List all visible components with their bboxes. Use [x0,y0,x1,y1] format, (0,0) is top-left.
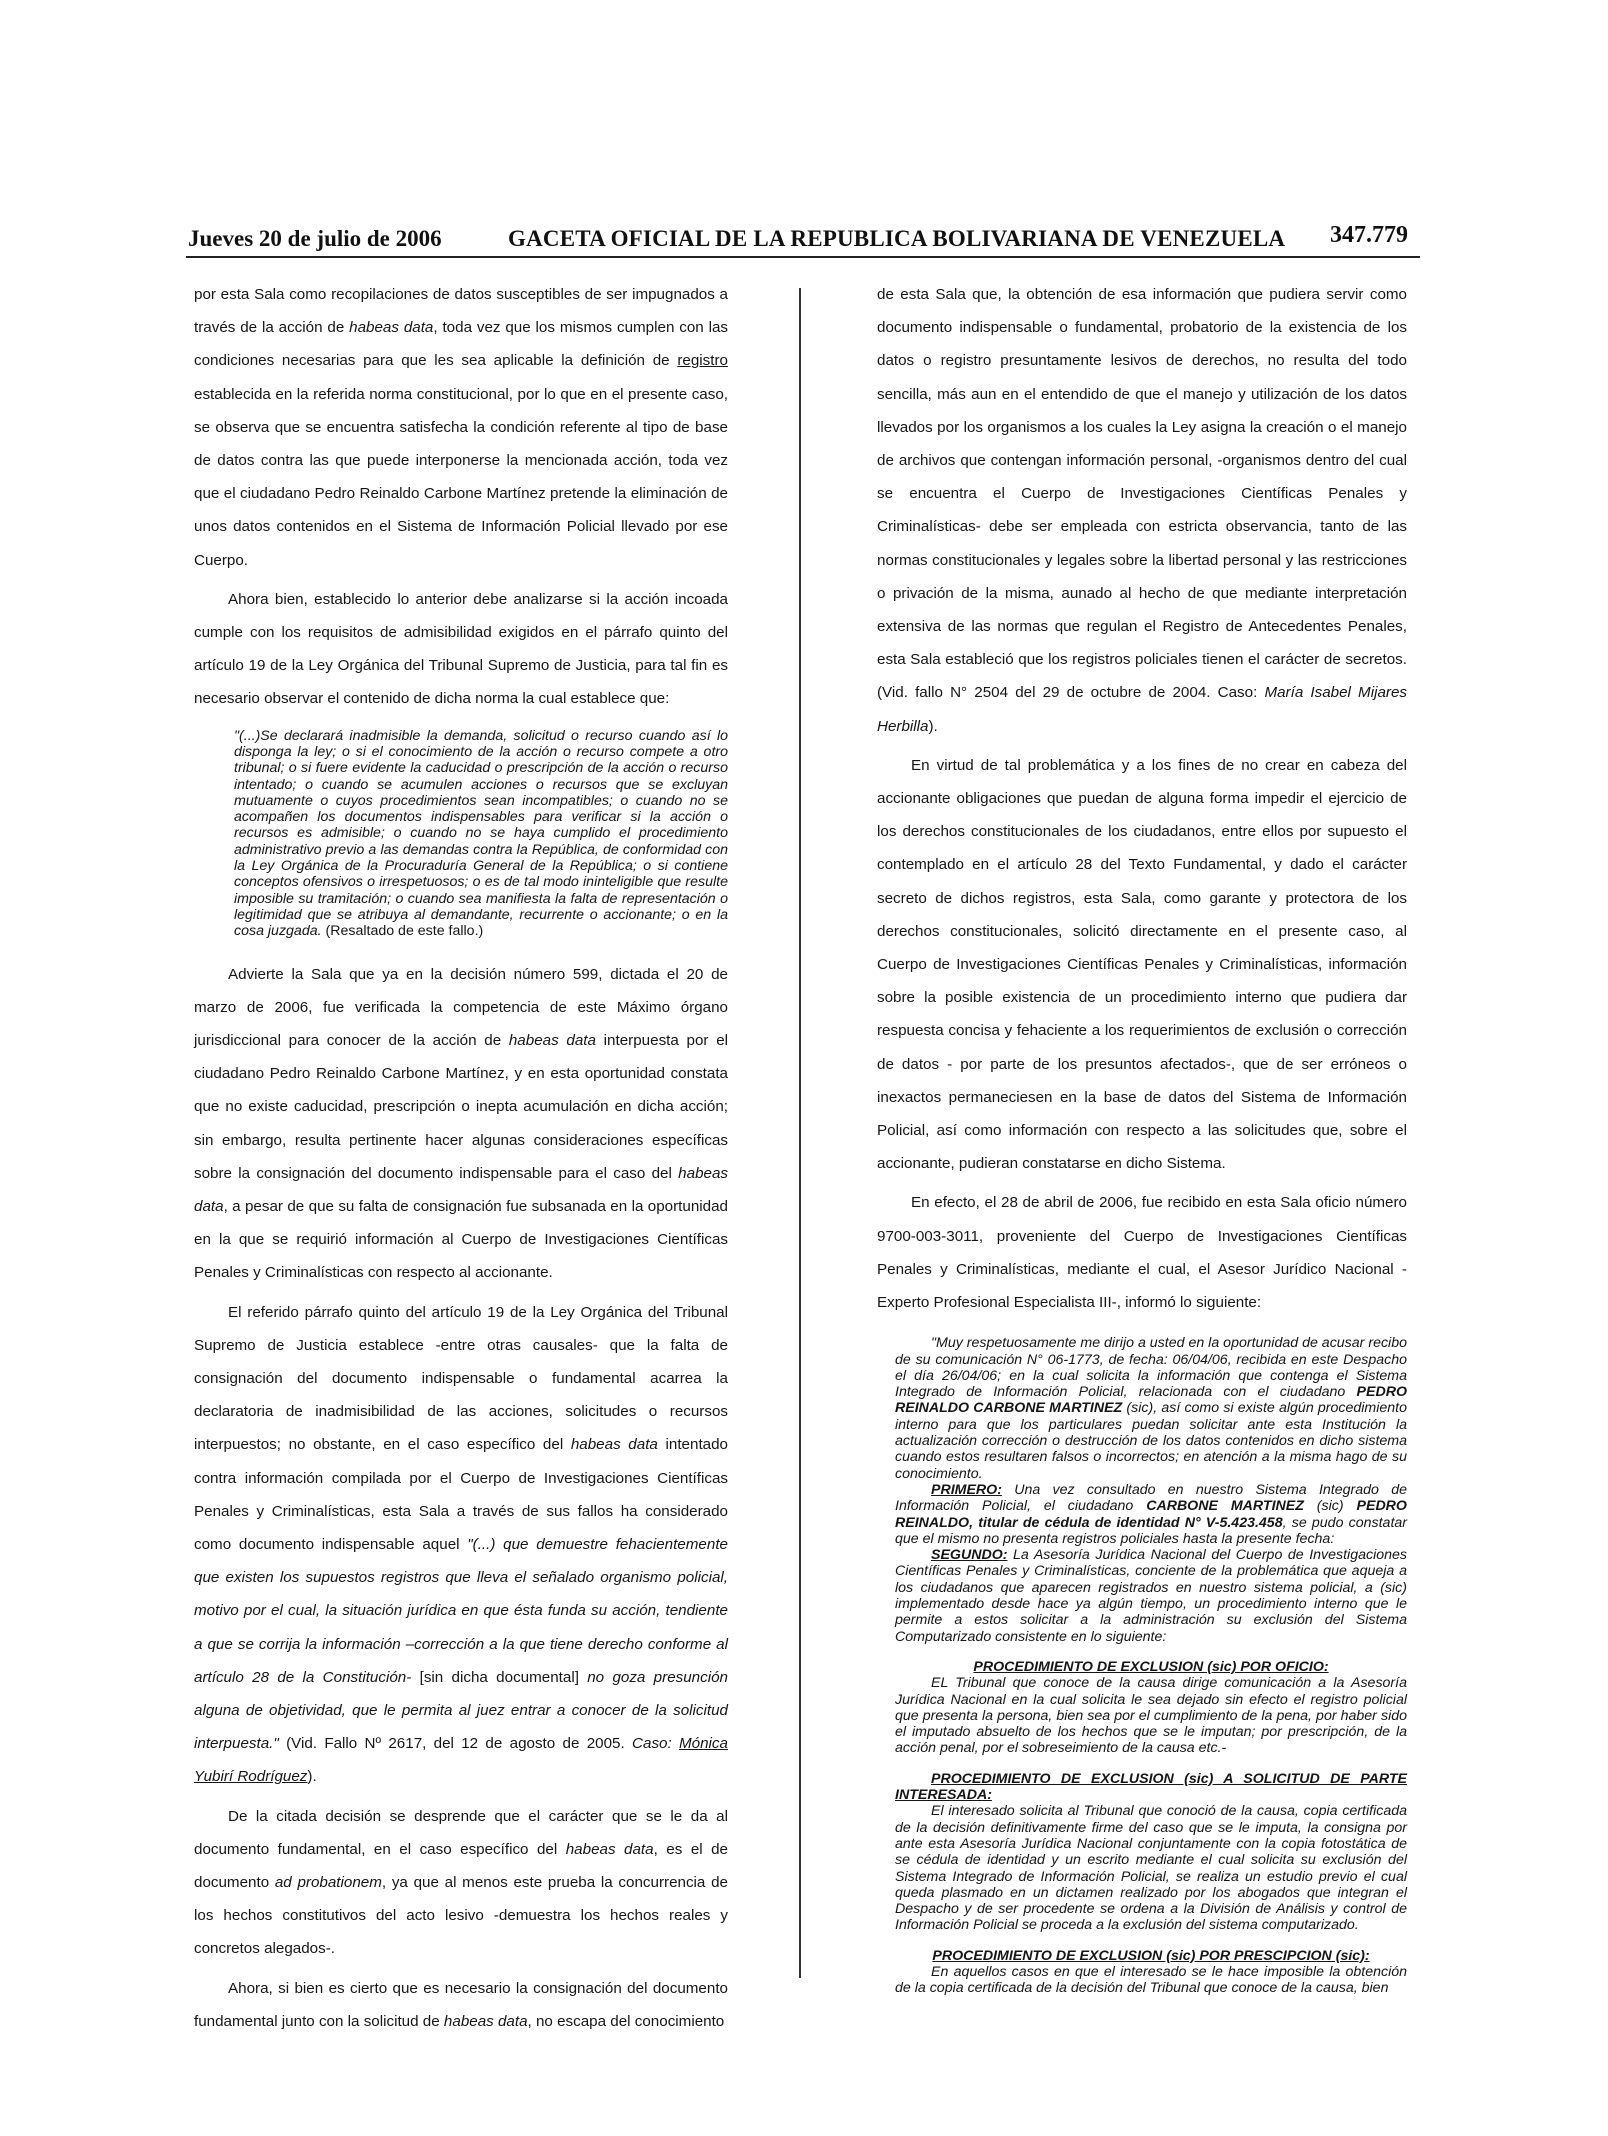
text-run: María Isabel Mijares Herbilla [877,684,1408,735]
text-run: ). [307,1768,317,1786]
procedure-text: En aquellos casos en que el interesado se le hace imposible la obtención de la copia certificada de la decisión del Tribunal que conoce de la causa, bien [895,1963,1407,1997]
text-run: establecida en la referida norma constitucional, por lo que en el presente caso, se observa que se encuentra satisfecha la condición referente al tipo de base de datos contra las que puede interponerse la mencionada acción, toda vez que el ciudadano Pedro Reinaldo Carbone Martínez pretende la eliminación de unos datos contenidos en el Sistema de Información Policial llevado por ese Cuerpo. [194,385,728,569]
official-letter-quote [895,1335,1407,1996]
paragraph [194,1296,728,1794]
text-run: (Vid. Fallo Nº 2617, del 12 de agosto de 2005. [278,1735,633,1753]
paragraph [194,958,728,1290]
law-quote [234,728,728,940]
text-run: , no escapa del conocimiento [527,2012,725,2030]
procedure-heading: PROCEDIMIENTO DE EXCLUSION (sic) POR OFICIO: [973,1658,1329,1675]
quote-text: CARBONE MARTINEZ [1146,1498,1304,1515]
text-run: Ahora, si bien es cierto que es necesario la consignación del documento fundamental junto con la solicitud de [194,1979,728,2030]
quote-note: (Resaltado de este fallo.) [321,923,484,940]
header-title: GACETA OFICIAL DE LA REPUBLICA BOLIVARIANA DE VENEZUELA [508,226,1286,251]
text-run: [sin dicha documental] [411,1668,588,1686]
quote-heading: SEGUNDO: [931,1547,1008,1564]
left-column [194,278,728,2038]
text-run: habeas data [194,1164,728,1215]
text-run: El referido párrafo quinto del artículo 19 de la Ley Orgánica del Tribunal Supremo de Justicia establece -entre otras causales- que la falta de consignación del documento indispensable o fundamental acarrea la declaratoria de inadmisibilidad de las acciones, solicitudes o recursos interpuestos; no obstante, en el caso específico del [194,1303,728,1454]
paragraph: En virtud de tal problemática y a los fines de no crear en cabeza del accionante obligaciones que puedan de alguna forma impedir el ejercicio de los derechos constitucionales de los ciudadanos, entre ellos por supuesto el contemplado en el artículo 28 del Texto Fundamental, y dado el carácter secreto de dichos registros, esta Sala, como garante y protectora de los derechos constitucionales, solicitó directamente en el presente caso, al Cuerpo de Investigaciones Científicas Penales y Criminalísticas, información sobre la posible existencia de un procedimiento interno que pudiera dar respuesta concisa y fehaciente a los requerimientos de exclusión o corrección de datos - por parte de los presuntos afectados-, que de ser erróneos o inexactos permaneciesen en la base de datos del Sistema de Información Policial, así como información con respecto a las solicitudes que, sobre el accionante, pudieran constatarse en dicho Sistema. [877,756,1407,1173]
quote-text: PEDRO REINALDO, titular de cédula de identidad N° V-5.423.458 [895,1498,1407,1531]
procedure-heading: PROCEDIMIENTO DE EXCLUSION (sic) POR PRESCIPCION (sic): [932,1947,1370,1964]
paragraph [194,1972,728,2038]
quote-text: "Muy respetuosamente me dirijo a usted en la oportunidad de acusar recibo de su comunicación N° 06-1773, de fecha: 06/04/06, recibida en este Despacho el día 26/04/06; en la cual solicita la información que contenga el Sistema Integrado de Información Policial, relacionada con el ciudadano [895,1335,1407,1401]
header-date: Jueves 20 de julio de 2006 [188,226,442,251]
paragraph: Ahora bien, establecido lo anterior debe analizarse si la acción incoada cumple con los requisitos de admisibilidad exigidos en el párrafo quinto del artículo 19 de la Ley Orgánica del Tribunal Supremo de Justicia, para tal fin es necesario observar el contenido de dicha norma la cual establece que: [194,590,728,708]
text-run: , ya que al menos este prueba la concurrencia de los hechos constitutivos del acto lesivo -demuestra los hechos reales y concretos alegados-. [194,1873,728,1958]
paragraph: En efecto, el 28 de abril de 2006, fue recibido en esta Sala oficio número 9700-003-3011, proveniente del Cuerpo de Investigaciones Científicas Penales y Criminalísticas, mediante el cual, el Asesor Jurídico Nacional -Experto Profesional Especialista III-, informó lo siguiente: [877,1194,1407,1312]
text-run: habeas data [443,2012,528,2030]
text-run: Mónica Yubirí Rodríguez [194,1735,728,1786]
text-run: intentado contra información compilada por el Cuerpo de Investigaciones Científicas Penales y Criminalísticas, esta Sala a través de sus fallos ha considerado como documento indispensable aquel [194,1436,728,1553]
text-run: habeas data [570,1436,658,1454]
paragraph [194,1800,728,1966]
page-number: 347.779 [1330,222,1408,248]
quote-text: "(...)Se declarará inadmisible la demanda, solicitud o recurso cuando así lo disponga la ley; o si el conocimiento de la acción o recurso compete a otro tribunal; o si fuere evidente la caducidad o prescripción de la acción o recurso intentado; o cuando se acumulen acciones o recursos que se excluyan mutuamente o cuyos procedimientos sean incompatibles; o cuando no se acompañen los documentos indispensables para verificar si la acción o recursos es admisible; o cuando no se haya cumplido el procedimiento administrativo previo a las demandas contra la República, de conformidad con la Ley Orgánica de la Procuraduría General de la República; o si contiene conceptos ofensivos o irrespetuosos; o es de tal modo ininteligible que resulte imposible su tramitación; o cuando sea manifiesta la falta de representación o legitimidad que se atribuya al demandante, recurrente o accionante; o en la cosa juzgada. [234,727,728,940]
text-run: no goza presunción alguna de objetividad, que le permita al juez entrar a conocer de la solicitud interpuesta." [194,1668,728,1753]
text-run: registro [677,352,728,370]
quote-heading: PRIMERO: [931,1481,1002,1498]
procedure-text: El interesado solicita al Tribunal que conoció de la causa, copia certificada de la decisión definitivamente firme del caso que se le imputa, la consigna por ante esta Asesoría Jurídica Nacional conjuntamente con la copia fotostática de se cédula de identidad y un escrito mediante el cual solicita su exclusión del Sistema Integrado de Información Policial, se realiza un estudio previo el cual queda plasmado en un dictamen realizado por los abogados que integran el Despacho y de ser procedente se ordena a la División de Análisis y control de Información Policial se proceda a la exclusión del sistema computarizado. [895,1803,1407,1934]
quote-text: (sic), así como si existe algún procedimiento interno para que los particulares puedan solicitar ante esta Institución la actualización corrección o destrucción de los datos contenidos en dicho sistema cuando estos resultaren falsos o incorrectos; en atención a la misma hago de su conocimiento. [895,1400,1408,1482]
procedure-heading: PROCEDIMIENTO DE EXCLUSION (sic) A SOLICITUD DE PARTE INTERESADA: [895,1770,1407,1804]
quote-text: Una vez consultado en nuestro Sistema Integrado de Información Policial, el ciudadano [895,1481,1407,1515]
text-run: , es el de documento [194,1840,729,1891]
text-run: por esta Sala como recopilaciones de datos susceptibles de ser impugnados a través de la acción de [194,286,728,337]
column-divider [799,288,801,1978]
text-run: De la citada decisión se desprende que el carácter que se le da al documento fundamental, en el caso específico del [194,1807,728,1858]
text-run: habeas data [508,1031,596,1049]
text-run: , a pesar de que su falta de consignación fue subsanada en la oportunidad en la que se requirió información al Cuerpo de Investigaciones Científicas Penales y Criminalísticas con respecto al accionante. [194,1197,728,1282]
text-run: , toda vez que los mismos cumplen con las condiciones necesarias para que les sea aplicable la definición de [194,319,729,370]
text-run: ad probationem [274,1873,382,1891]
header-rule [186,256,1420,258]
right-column [877,278,1407,2007]
text-run: "(...) que demuestre fehacientemente que existen los supuestos registros que lleva el señalado organismo policial, motivo por el cual, la situación jurídica en que ésta funda su acción, tendiente a que se corrija la información –corrección a la que tiene derecho conforme al artículo 28 de la Constitución- [194,1535,728,1686]
text-run: habeas data [565,1840,654,1858]
quote-text: (sic) [1303,1498,1357,1515]
text-run: de esta Sala que, la obtención de esa información que pudiera servir como documento indispensable o fundamental, probatorio de la existencia de los datos o registro presuntamente lesivos de derechos, no resulta del todo sencilla, más aun en el entendido de que el manejo y utilización de los datos llevados por los organismos a los cuales la Ley asigna la creación o el manejo de archivos que contengan información personal, -organismos dentro del cual se encuentra el Cuerpo de Investigaciones Científicas Penales y Criminalísticas- debe ser empleada con estricta observancia, tanto de las normas constitucionales y legales sobre la libertad personal y las restricciones o privación de la misma, aunado al hecho de que mediante interpretación extensiva de las normas que regulan el Registro de Antecedentes Penales, esta Sala estableció que los registros policiales tienen el carácter de secretos. (Vid. fallo N° 2504 del 29 de octubre de 2004. Caso: [877,286,1407,702]
text-run: Caso: [632,1735,680,1753]
quote-text: , se pudo constatar que el mismo no presenta registros policiales hasta la presente fecha: [895,1514,1408,1547]
text-run: habeas data [349,319,434,337]
text-run: ). [928,717,938,735]
quote-text: La Asesoría Jurídica Nacional del Cuerpo de Investigaciones Científicas Penales y Criminalísticas, conciente de la problemática que aqueja a los ciudadanos que aparecen registrados en nuestro sistema policial, a (sic) implementado desde hace ya algún tiempo, un procedimiento interno que le permite a estos solicitar a la administración su exclusión del Sistema Computarizado consistente en lo siguiente: [895,1547,1407,1645]
paragraph [877,278,1407,743]
text-run: interpuesta por el ciudadano Pedro Reinaldo Carbone Martínez, y en esta oportunidad constata que no existe caducidad, prescripción o inepta acumulación en dicha acción; sin embargo, resulta pertinente hacer algunas consideraciones específicas sobre la consignación del documento indispensable para el caso del [194,1031,729,1182]
paragraph [194,278,728,577]
text-run: Advierte la Sala que ya en la decisión número 599, dictada el 20 de marzo de 2006, fue verificada la competencia de este Máximo órgano jurisdiccional para conocer de la acción de [194,965,728,1049]
quote-text: PEDRO REINALDO CARBONE MARTINEZ [895,1384,1407,1417]
procedure-text: EL Tribunal que conoce de la causa dirige comunicación a la Asesoría Jurídica Nacional en la cual solicita le sea dejado sin efecto el registro policial que presenta la persona, bien sea por el cumplimiento de la pena, por haber sido el imputado absuelto de los hechos que se le imputan; por prescripción, de la acción penal, por el sobreseimiento de la causa etc.- [895,1675,1407,1757]
